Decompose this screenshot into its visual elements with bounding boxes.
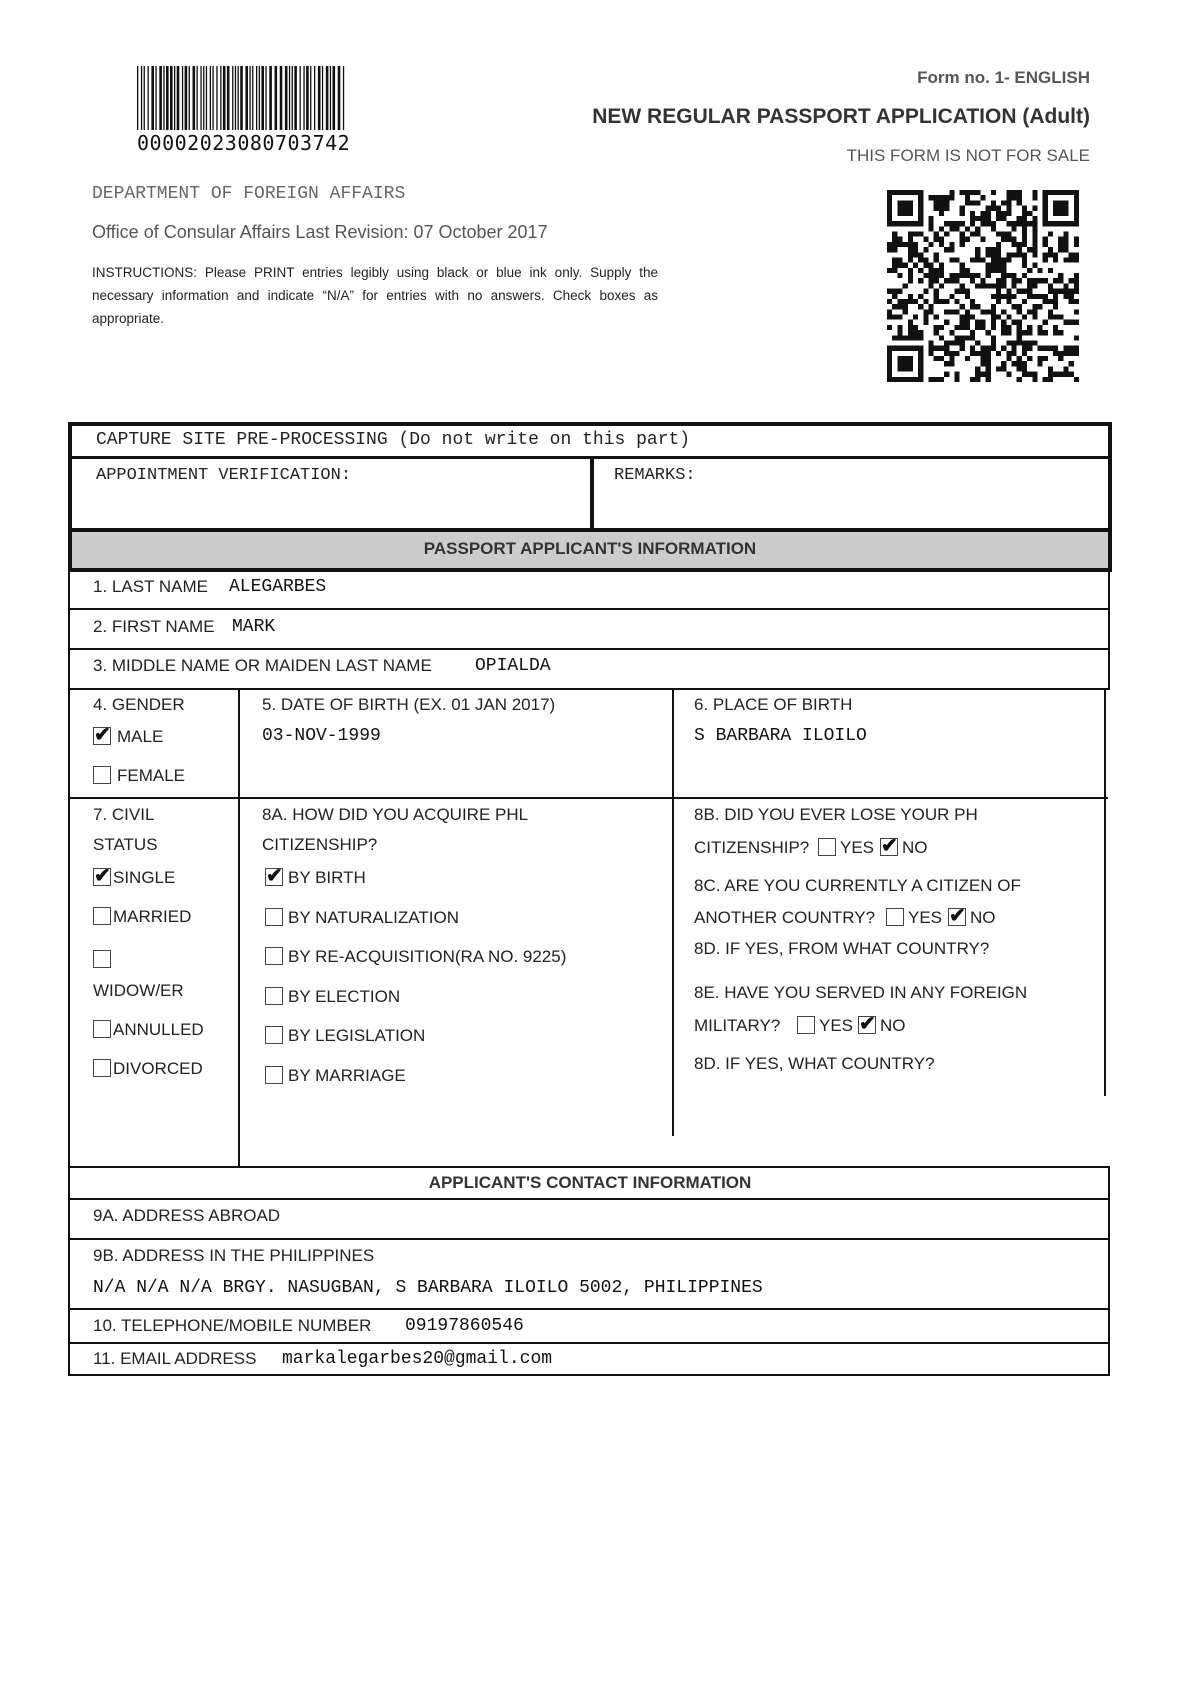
dob-label: 5. DATE OF BIRTH (EX. 01 JAN 2017) (262, 695, 556, 714)
q8e-label-1: 8E. HAVE YOU SERVED IN ANY FOREIGN (694, 983, 1028, 1002)
gender-male-checkbox[interactable]: ✔ (94, 724, 111, 746)
last-name-field[interactable]: ALEGARBES (229, 577, 327, 597)
civil-status-checkbox[interactable]: ✔ (94, 865, 111, 887)
barcode-number: 00002023080703742 (137, 131, 351, 155)
q8c-no-label: NO (970, 908, 996, 927)
q8b-no-label: NO (902, 838, 928, 857)
not-for-sale-notice: THIS FORM IS NOT FOR SALE (846, 146, 1090, 165)
civil-status-option-label: ANNULLED (113, 1020, 204, 1039)
citizenship-checkbox[interactable] (265, 987, 283, 1005)
civil-status-option-label: SINGLE (113, 868, 176, 887)
gender-label: 4. GENDER (93, 695, 185, 714)
q8e-yes-label: YES (819, 1016, 854, 1035)
email-field[interactable]: markalegarbes20@gmail.com (282, 1349, 553, 1369)
q8c-yes-checkbox[interactable] (886, 908, 904, 926)
citizenship-option-label: BY BIRTH (288, 868, 366, 887)
middle-name-label: 3. MIDDLE NAME OR MAIDEN LAST NAME (93, 656, 432, 675)
civil-status-checkbox[interactable] (93, 1020, 111, 1038)
gender-female-label: FEMALE (117, 766, 186, 785)
citizenship-option-label: BY LEGISLATION (288, 1026, 426, 1045)
citizenship-option-label: BY NATURALIZATION (288, 908, 459, 927)
middle-name-field[interactable]: OPIALDA (475, 656, 551, 676)
q8b-yes-checkbox[interactable] (818, 838, 836, 856)
gender-male-label: MALE (117, 727, 164, 746)
q8c-label-1: 8C. ARE YOU CURRENTLY A CITIZEN OF (694, 876, 1021, 895)
citizenship-checkbox[interactable] (265, 947, 283, 965)
civil-status-label-2: STATUS (93, 835, 158, 854)
civil-status-label-1: 7. CIVIL (93, 805, 155, 824)
civil-status-checkbox[interactable] (93, 1059, 111, 1077)
q8e-no-checkbox[interactable]: ✔ (859, 1013, 876, 1035)
email-label: 11. EMAIL ADDRESS (93, 1349, 257, 1368)
q8e-no-label: NO (880, 1016, 906, 1035)
civil-status-checkbox[interactable] (93, 907, 111, 925)
q8b-yes-label: YES (840, 838, 875, 857)
q8b-no-checkbox[interactable]: ✔ (881, 835, 898, 857)
q8d-label: 8D. IF YES, FROM WHAT COUNTRY? (694, 939, 990, 958)
citizenship-option-label: BY MARRIAGE (288, 1066, 406, 1085)
gender-female-checkbox[interactable] (93, 766, 111, 784)
pob-field[interactable]: S BARBARA ILOILO (694, 726, 867, 746)
applicant-section-title: PASSPORT APPLICANT'S INFORMATION (423, 539, 757, 558)
phone-label: 10. TELEPHONE/MOBILE NUMBER (93, 1316, 372, 1335)
first-name-label: 2. FIRST NAME (93, 617, 215, 636)
citizenship-label-2: CITIZENSHIP? (262, 835, 378, 854)
civil-status-option-label: WIDOW/ER (93, 981, 184, 1000)
citizenship-checkbox[interactable] (265, 1026, 283, 1044)
citizenship-label-1: 8A. HOW DID YOU ACQUIRE PHL (262, 805, 529, 824)
citizenship-checkbox[interactable] (265, 908, 283, 926)
civil-status-option-label: DIVORCED (113, 1059, 203, 1078)
civil-status-checkbox[interactable] (93, 950, 111, 968)
remarks-label: REMARKS: (614, 466, 696, 485)
q8e-label-2: MILITARY? (694, 1016, 781, 1035)
citizenship-option-label: BY RE-ACQUISITION(RA NO. 9225) (288, 947, 567, 966)
qr-code-image (887, 190, 1079, 382)
citizenship-option-label: BY ELECTION (288, 987, 401, 1006)
office-revision: Office of Consular Affairs Last Revision: 07 October 2017 (92, 222, 548, 242)
q8b-label-1: 8B. DID YOU EVER LOSE YOUR PH (694, 805, 978, 824)
form-title: NEW REGULAR PASSPORT APPLICATION (Adult) (592, 105, 1090, 128)
q8d2-label: 8D. IF YES, WHAT COUNTRY? (694, 1054, 935, 1073)
q8c-yes-label: YES (908, 908, 943, 927)
citizenship-checkbox[interactable] (265, 1066, 283, 1084)
form-number: Form no. 1- ENGLISH (917, 68, 1090, 87)
q8c-no-checkbox[interactable]: ✔ (949, 905, 966, 927)
civil-status-option-label: MARRIED (113, 907, 192, 926)
instructions-text: INSTRUCTIONS: Please PRINT entries legibly using black or blue ink only. Supply the necessary information and indicate “N/A” for entries with no answers. Check boxes as appropriate. (92, 265, 658, 326)
address-ph-field[interactable]: N/A N/A N/A BRGY. NASUGBAN, S BARBARA ILOILO 5002, PHILIPPINES (93, 1278, 763, 1298)
address-abroad-label: 9A. ADDRESS ABROAD (93, 1206, 281, 1225)
appointment-verification-label: APPOINTMENT VERIFICATION: (96, 466, 352, 485)
last-name-label: 1. LAST NAME (93, 577, 208, 596)
phone-field[interactable]: 09197860546 (405, 1316, 524, 1336)
pob-label: 6. PLACE OF BIRTH (694, 695, 853, 714)
dob-field[interactable]: 03-NOV-1999 (262, 726, 381, 746)
q8e-yes-checkbox[interactable] (797, 1016, 815, 1034)
capture-site-title: CAPTURE SITE PRE-PROCESSING (Do not write on this part) (96, 430, 691, 450)
q8b-label-2: CITIZENSHIP? (694, 838, 810, 857)
contact-section-title: APPLICANT'S CONTACT INFORMATION (428, 1173, 752, 1192)
first-name-field[interactable]: MARK (232, 617, 276, 637)
department-name: DEPARTMENT OF FOREIGN AFFAIRS (92, 184, 406, 204)
address-ph-label: 9B. ADDRESS IN THE PHILIPPINES (93, 1246, 375, 1265)
citizenship-checkbox[interactable]: ✔ (266, 865, 283, 887)
q8c-label-2: ANOTHER COUNTRY? (694, 908, 876, 927)
barcode-image (137, 66, 345, 130)
